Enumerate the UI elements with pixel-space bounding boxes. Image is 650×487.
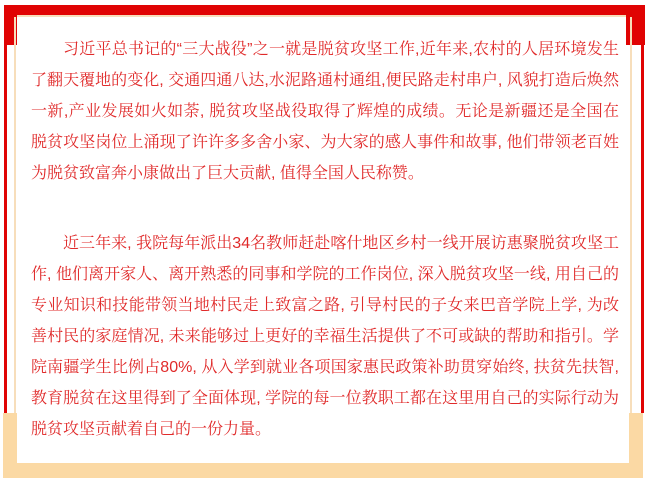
frame-cream-line-right xyxy=(630,17,632,413)
frame-cream-bottom-band xyxy=(3,463,643,478)
frame-cream-line-left xyxy=(14,17,16,413)
frame-red-line-left xyxy=(4,15,7,413)
frame-cream-line-top xyxy=(17,15,626,17)
paragraph-2: 近三年来, 我院每年派出34名教师赶赴喀什地区乡村一线开展访惠聚脱贫攻坚工作, 他们离开家人、离开熟悉的同事和学院的工作岗位, 深入脱贫攻坚一线, 用自己的专业知识和技能带领当地村民走上致富之路, 引导村民的子女来巴音学院上学, 为改善村民的家庭情况, 未来能够过上更好的幸福生活提供了不可或缺的帮助和指引。学院南疆学生比例占80%, 从入学到就业各项国家惠民政策补助贯穿始终, 扶贫先扶智, 教育脱贫在这里得到了全面体现, 学院的每一位教职工都在这里用自己的实际行动为脱贫攻坚贡献着自己的一份力量。 xyxy=(31,235,619,438)
paragraph-1: 习近平总书记的“三大战役”之一就是脱贫攻坚工作,近年来,农村的人居环境发生了翻天覆地的变化, 交通四通八达,水泥路通村通组,便民路走村串户, 风貌打造后焕然一新,产业发展如火如荼, 脱贫攻坚战役取得了辉煌的成绩。无论是新疆还是全国在脱贫攻坚岗位上涌现了许许多多舍小家、为大家的感人事件和故事, 他们带领老百姓为脱贫致富奔小康做出了巨大贡献, 值得全国人民称赞。 xyxy=(31,41,619,182)
frame-red-line-right xyxy=(641,15,644,413)
article-body xyxy=(31,34,619,445)
frame-red-top-band xyxy=(4,5,645,15)
